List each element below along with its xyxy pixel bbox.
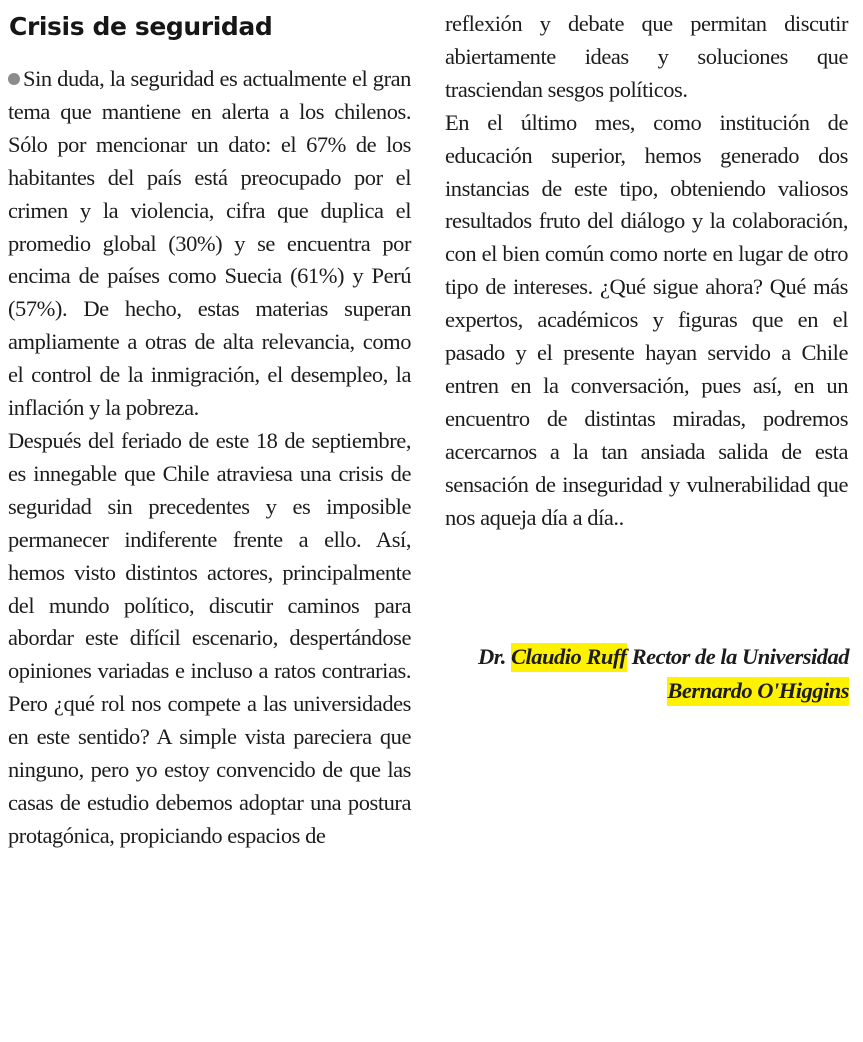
author-university: Bernardo O'Higgins [667,677,849,706]
article-title: Crisis de seguridad [9,12,273,41]
article-column-left [8,63,411,853]
article-paragraph [445,107,848,535]
bullet-icon [8,73,20,85]
author-signature [445,640,849,708]
paragraph-2-continued-text: reflexión y debate que permitan discutir abiertamente ideas y soluciones que trasciendan sesgos políticos. [445,11,848,102]
author-name: Claudio Ruff [511,643,627,672]
author-role: Rector de la Universidad [631,644,849,669]
paragraph-2-text: Después del feriado de este 18 de septiembre, es innegable que Chile atraviesa una crisis de seguridad sin precedentes y es imposible permanecer indiferente frente a ello. Así, hemos visto distintos actores, principalmente del mundo político, discutir caminos para abordar este difícil escenario, despertándose opiniones variadas e incluso a ratos contrarias. Pero ¿qué rol nos compete a las universidades en este sentido? A simple vista pareciera que ninguno, pero yo estoy convencido de que las casas de estudio debemos adoptar una postura protagónica, propiciando espacios de [8,427,411,848]
article-paragraph [445,8,848,107]
author-prefix: Dr. [478,644,506,669]
article-column-right [445,8,848,535]
article-paragraph [8,425,411,853]
paragraph-1-text: Sin duda, la seguridad es actualmente el gran tema que mantiene en alerta a los chilenos. Sólo por mencionar un dato: el 67% de los habitantes del país está preocupado por el crimen y la violencia, cifra que duplica el promedio global (30%) y se encuentra por encima de países como Suecia (61%) y Perú (57%). De hecho, estas materias superan ampliamente a otras de alta relevancia, como el control de la inmigración, el desempleo, la inflación y la pobreza. [8,66,411,421]
article-paragraph [8,63,411,425]
paragraph-3-text: En el último mes, como institución de educación superior, hemos generado dos instancias de este tipo, obteniendo valiosos resultados fruto del diálogo y la colaboración, con el bien común como norte en lugar de otro tipo de intereses. ¿Qué sigue ahora? Qué más expertos, académicos y figuras que en el pasado y el presente hayan servido a Chile entren en la conversación, pues así, en un encuentro de distintas miradas, podremos acercarnos a la tan ansiada salida de esta sensación de inseguridad y vulnerabilidad que nos aqueja día a día.. [445,109,848,530]
